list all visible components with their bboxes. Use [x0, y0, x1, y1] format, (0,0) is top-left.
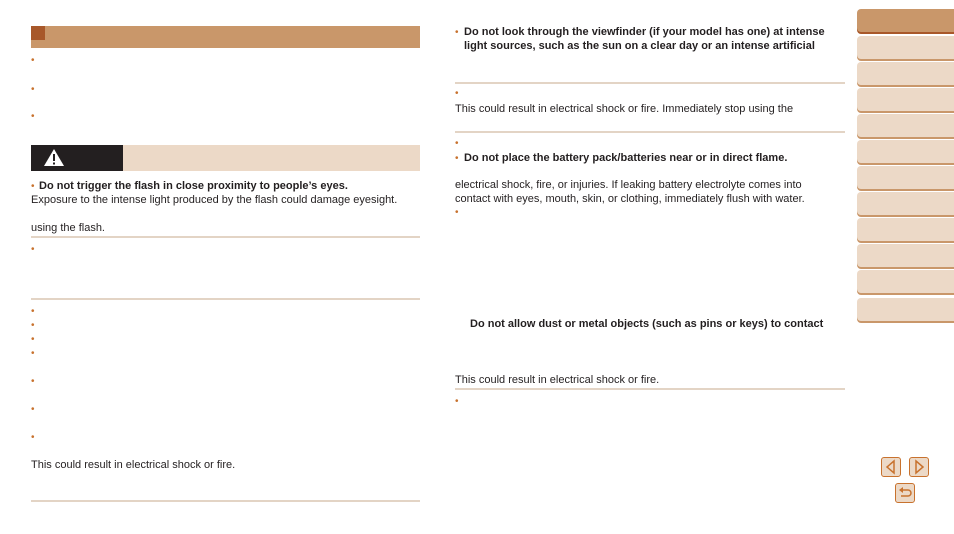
bullet: • — [31, 432, 35, 443]
battery-flame-title: Do not place the battery pack/batteries near or in direct flame. — [464, 152, 788, 164]
side-tab-3[interactable] — [857, 62, 954, 85]
next-page-button[interactable] — [909, 457, 929, 477]
side-tab-6[interactable] — [857, 140, 954, 163]
caution-badge — [31, 145, 123, 171]
bullet: • — [31, 181, 35, 192]
bullet: • — [31, 348, 35, 359]
side-tab-11[interactable] — [857, 270, 954, 293]
bullet: • — [31, 376, 35, 387]
side-tab-1[interactable] — [857, 9, 954, 32]
divider — [455, 131, 845, 133]
viewfinder-warning-line1: Do not look through the viewfinder (if your model has one) at intense — [464, 26, 825, 38]
bullet: • — [455, 138, 459, 149]
side-tab-4[interactable] — [857, 88, 954, 111]
viewfinder-warning-line2: light sources, such as the sun on a clear day or an intense artificial — [464, 40, 815, 52]
divider — [455, 82, 845, 84]
warning-triangle-icon — [31, 145, 123, 171]
right-arrow-icon — [910, 458, 928, 476]
bullet: • — [31, 306, 35, 317]
divider — [31, 298, 420, 300]
previous-page-button[interactable] — [881, 457, 901, 477]
return-icon — [896, 484, 914, 502]
flash-warning-body: Exposure to the intense light produced by the flash could damage eyesight. — [31, 194, 398, 206]
electric-shock-note: This could result in electrical shock or fire. — [455, 374, 660, 386]
bullet: • — [455, 207, 459, 218]
bullet: • — [31, 55, 35, 66]
side-tab-8[interactable] — [857, 192, 954, 215]
electric-shock-note: This could result in electrical shock or fire. — [31, 459, 236, 471]
side-tab-5[interactable] — [857, 114, 954, 137]
bullet: • — [455, 396, 459, 407]
flash-warning-title: Do not trigger the flash in close proximity to people’s eyes. — [39, 180, 348, 192]
bullet: • — [455, 153, 459, 164]
side-tab-10[interactable] — [857, 244, 954, 267]
bullet: • — [31, 244, 35, 255]
shock-stop-text: This could result in electrical shock or fire. Immediately stop using the — [455, 103, 794, 115]
side-tab-9[interactable] — [857, 218, 954, 241]
section-header-bar — [31, 26, 420, 48]
divider — [31, 500, 420, 502]
left-arrow-icon — [882, 458, 900, 476]
bullet: • — [31, 84, 35, 95]
battery-leak-line1: electrical shock, fire, or injuries. If leaking battery electrolyte comes into — [455, 179, 802, 191]
dust-metal-title: Do not allow dust or metal objects (such as pins or keys) to contact — [470, 318, 824, 330]
battery-leak-line2: contact with eyes, mouth, skin, or clothing, immediately flush with water. — [455, 193, 805, 205]
divider — [455, 388, 845, 390]
bullet: • — [31, 111, 35, 122]
bullet: • — [31, 334, 35, 345]
side-tab-12[interactable] — [857, 298, 954, 321]
bullet: • — [455, 27, 459, 38]
bullet: • — [31, 320, 35, 331]
flash-warning-continuation: using the flash. — [31, 222, 105, 234]
bullet: • — [31, 404, 35, 415]
divider — [31, 236, 420, 238]
bullet: • — [455, 88, 459, 99]
side-tab-2[interactable] — [857, 36, 954, 59]
section-header-corner — [31, 26, 45, 40]
side-tab-7[interactable] — [857, 166, 954, 189]
return-button[interactable] — [895, 483, 915, 503]
